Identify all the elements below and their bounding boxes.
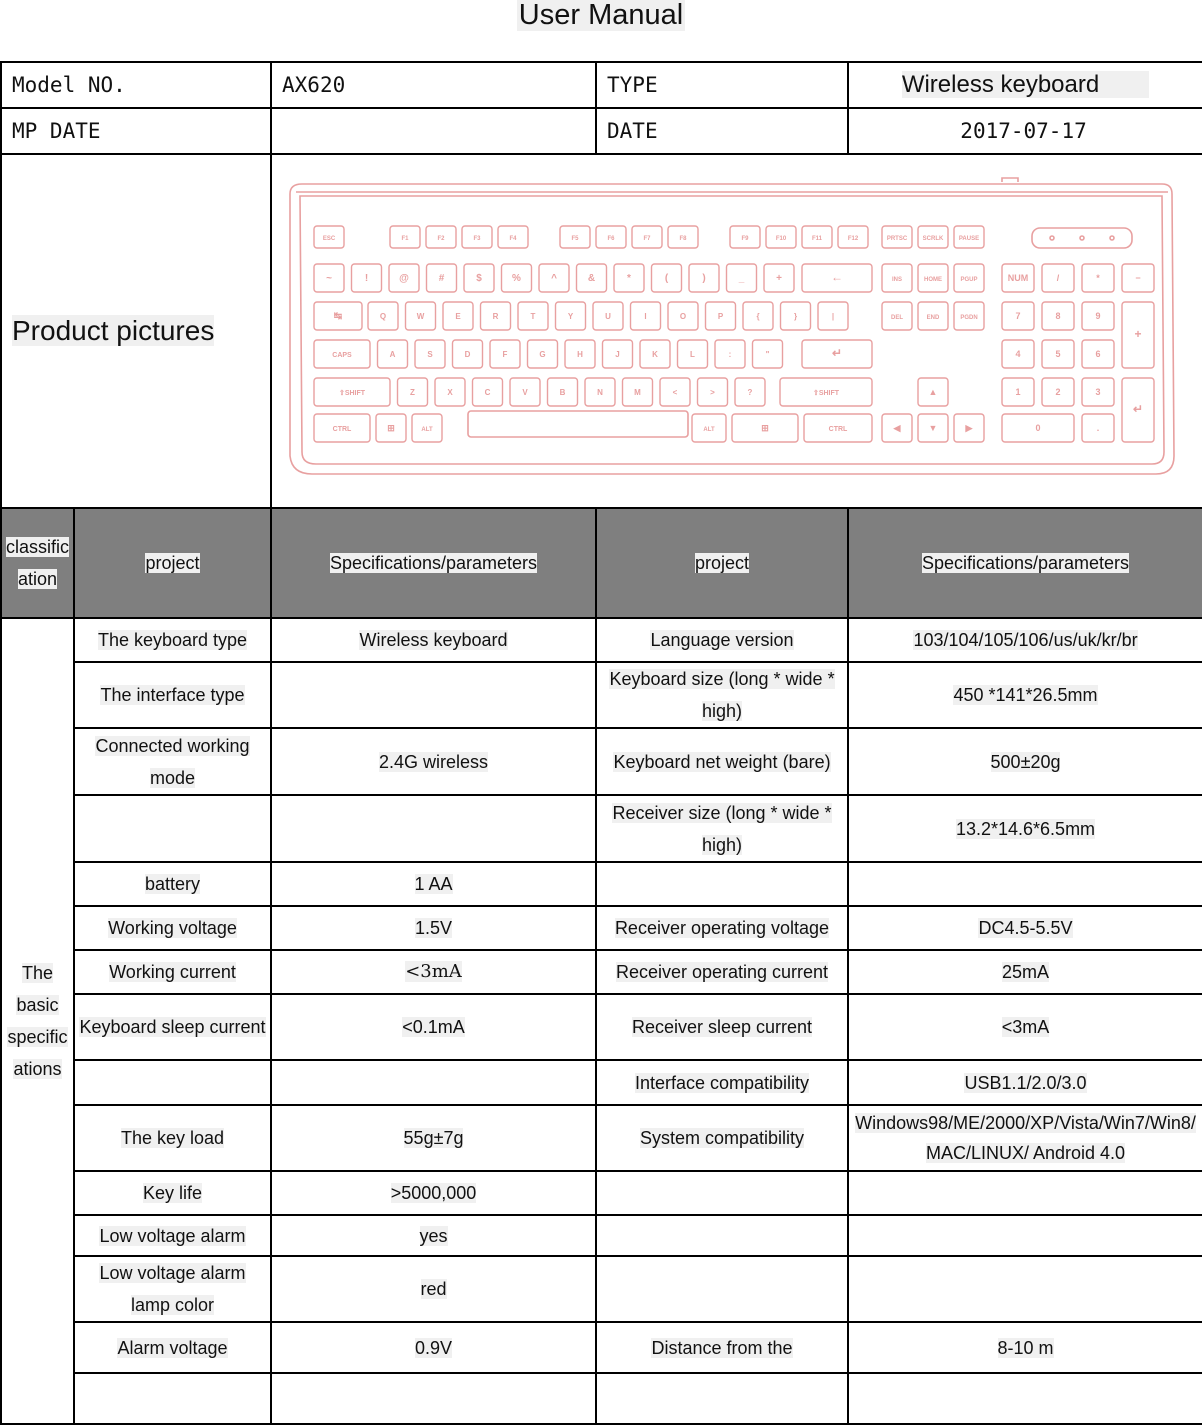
col-project-2-label: project: [695, 553, 750, 573]
row-project-1: Low voltage alarm lamp color: [74, 1256, 271, 1322]
row-project-2: Receiver sleep current: [596, 994, 848, 1060]
keyboard-key-label: P: [717, 312, 724, 321]
keyboard-key-label: :: [728, 350, 732, 359]
keyboard-key-label: 6: [1095, 349, 1101, 359]
keyboard-key-label: F3: [473, 236, 481, 242]
row-value-1: [271, 1373, 596, 1424]
keyboard-key-label: S: [427, 350, 433, 359]
keyboard-key-label: Z: [410, 388, 415, 397]
keyboard-key-label: ◀: [893, 423, 901, 433]
keyboard-key-label: N: [597, 388, 603, 397]
spec-table: [0, 61, 1202, 1425]
row-value-1: red: [271, 1256, 596, 1322]
keyboard-key-label: 9: [1095, 311, 1101, 321]
row-project-2: Receiver size (long * wide * high): [596, 795, 848, 862]
keyboard-key-label: +: [776, 273, 782, 284]
row-value-2: <3mA: [848, 994, 1202, 1060]
row-value-1: [271, 795, 596, 862]
keyboard-key-label: ▲: [928, 387, 938, 397]
keyboard-key-label: #: [438, 273, 445, 284]
row-project-1: Working current: [74, 950, 271, 994]
keyboard-key-label: END: [926, 315, 940, 321]
keyboard-key-label: PGDN: [960, 315, 978, 321]
keyboard-key-label: ALT: [703, 427, 715, 433]
keyboard-key-label: $: [476, 273, 482, 284]
keyboard-key-label: ↵: [1132, 402, 1144, 416]
row-project-2: Interface compatibility: [596, 1060, 848, 1105]
keyboard-key-label: H: [577, 350, 583, 359]
keyboard-key-label: F4: [509, 236, 517, 242]
table-row: [1, 950, 1202, 994]
keyboard-key-label: L: [690, 350, 695, 359]
row-project-1: Keyboard sleep current: [74, 994, 271, 1060]
keyboard-key-label: (: [664, 273, 669, 284]
table-row: [1, 906, 1202, 950]
row-value-2: USB1.1/2.0/3.0: [848, 1060, 1202, 1105]
keyboard-key-label: &: [587, 273, 596, 284]
row-project-1: [74, 795, 271, 862]
keyboard-key-label: F: [502, 350, 508, 359]
row-project-1: The keyboard type: [74, 618, 271, 662]
keyboard-key-label: ESC: [322, 236, 336, 242]
keyboard-key-label: {: [756, 312, 760, 321]
keyboard-key-label: *: [1096, 273, 1100, 283]
keyboard-key-label: >: [710, 388, 715, 397]
row-project-1: Low voltage alarm: [74, 1215, 271, 1256]
keyboard-key-label: ⊞: [387, 423, 395, 433]
row-value-2: 13.2*14.6*6.5mm: [848, 795, 1202, 862]
page-title: [0, 0, 1202, 30]
keyboard-key-label: T: [530, 312, 536, 321]
table-row: [1, 1322, 1202, 1373]
row-value-1: 1.5V: [271, 906, 596, 950]
keyboard-key-label: !: [364, 273, 369, 284]
row-value-2: [848, 1215, 1202, 1256]
keyboard-key-label: ⊞: [761, 423, 769, 433]
keyboard-key-label: ↵: [831, 346, 843, 360]
row-value-1: 0.9V: [271, 1322, 596, 1373]
table-row: [1, 662, 1202, 728]
column-header-row: [1, 508, 1202, 618]
type-label: TYPE: [596, 62, 848, 108]
table-row: [1, 795, 1202, 862]
row-project-1: The interface type: [74, 662, 271, 728]
row-project-2: System compatibility: [596, 1105, 848, 1171]
keyboard-key-label: Q: [379, 312, 387, 321]
col-project-1-label: project: [145, 553, 200, 573]
keyboard-key-label: @: [399, 273, 409, 284]
row-project-2: [596, 1373, 848, 1424]
row-value-1: >5000,000: [271, 1171, 596, 1215]
keyboard-key-label: HOME: [924, 277, 943, 283]
row-project-1: [74, 1373, 271, 1424]
keyboard-key-label: J: [615, 350, 620, 359]
row-value-2: DC4.5-5.5V: [848, 906, 1202, 950]
date-label: DATE: [596, 108, 848, 154]
row-value-2: [848, 1373, 1202, 1424]
row-project-2: [596, 1171, 848, 1215]
row-project-1: battery: [74, 862, 271, 906]
keyboard-key-label: PRTSC: [886, 236, 908, 242]
keyboard-key-label: V: [522, 388, 528, 397]
col-spec-2: [848, 508, 1202, 618]
mp-date-label: MP DATE: [1, 108, 271, 154]
keyboard-key-label: 3: [1095, 387, 1101, 397]
keyboard-key-label: ▼: [928, 423, 938, 433]
keyboard-key-label: F1: [401, 236, 409, 242]
keyboard-key-label: O: [679, 312, 687, 321]
table-row: [1, 862, 1202, 906]
row-project-2: Receiver operating voltage: [596, 906, 848, 950]
col-classification: [1, 508, 74, 618]
row-value-1: 55g±7g: [271, 1105, 596, 1171]
keyboard-key-label: _: [738, 273, 745, 284]
row-value-2: 500±20g: [848, 728, 1202, 795]
group-label: The basic specifications: [7, 963, 68, 1079]
title-text: User Manual: [518, 0, 684, 31]
keyboard-key-label: 0: [1035, 423, 1041, 433]
keyboard-key-label: SCRLK: [922, 236, 944, 242]
keyboard-key-label: ←: [831, 270, 844, 284]
row-project-1: The key load: [74, 1105, 271, 1171]
keyboard-key-label: F2: [437, 236, 445, 242]
date-value: 2017-07-17: [848, 108, 1202, 154]
row-project-2: [596, 862, 848, 906]
keyboard-key-label: 8: [1055, 311, 1061, 321]
type-value: Wireless keyboard: [902, 71, 1149, 98]
row-project-2: Language version: [596, 618, 848, 662]
row-value-2: [848, 862, 1202, 906]
keyboard-key-label: M: [634, 388, 641, 397]
keyboard-key-label: K: [652, 350, 658, 359]
row-value-1: yes: [271, 1215, 596, 1256]
keyboard-key-label: ⇧SHIFT: [812, 390, 840, 397]
row-project-1: Key life: [74, 1171, 271, 1215]
keyboard-key-label: DEL: [891, 315, 904, 321]
header-row-model: [1, 62, 1202, 108]
row-value-2: Windows98/ME/2000/XP/Vista/Win7/Win8/MAC/LINUX/ Android 4.0: [848, 1105, 1202, 1171]
row-value-2: 450 *141*26.5mm: [848, 662, 1202, 728]
product-label-cell: [1, 154, 271, 508]
header-row-date: [1, 108, 1202, 154]
keyboard-key-label: A: [389, 350, 396, 359]
row-project-1: Connected working mode: [74, 728, 271, 795]
keyboard-key-label: /: [1056, 273, 1060, 283]
keyboard-key-label: CAPS: [332, 352, 352, 359]
keyboard-key-label: 7: [1015, 311, 1021, 321]
keyboard-key-label: Y: [567, 312, 574, 321]
keyboard-key-label: I: [644, 312, 647, 321]
row-project-2: Receiver operating current: [596, 950, 848, 994]
row-value-1: 1 AA: [271, 862, 596, 906]
keyboard-key-label: %: [512, 273, 521, 284]
keyboard-key-label: INS: [892, 277, 903, 283]
keyboard-key-label: .: [1096, 423, 1100, 433]
row-value-2: 103/104/105/106/us/uk/kr/br: [848, 618, 1202, 662]
row-project-2: Distance from the: [596, 1322, 848, 1373]
keyboard-key-label: ": [765, 350, 770, 359]
keyboard-key-label: D: [464, 350, 471, 359]
row-value-2: [848, 1256, 1202, 1322]
keyboard-key-label: 1: [1015, 387, 1021, 397]
keyboard-key-label: }: [793, 312, 798, 321]
keyboard-key-label: F5: [571, 236, 579, 242]
keyboard-key-label: 5: [1055, 349, 1061, 359]
row-project-2: Keyboard size (long * wide * high): [596, 662, 848, 728]
keyboard-key-label: CTRL: [332, 426, 352, 433]
keyboard-key-label: 4: [1015, 349, 1021, 359]
keyboard-key-label: 2: [1055, 387, 1061, 397]
row-value-1: Wireless keyboard: [271, 618, 596, 662]
keyboard-key-label: F10: [775, 236, 787, 242]
product-row: [1, 154, 1202, 508]
model-value: AX620: [271, 62, 596, 108]
table-row: [1, 1215, 1202, 1256]
col-spec-1-label: Specifications/parameters: [329, 553, 538, 573]
row-value-1: [271, 1060, 596, 1105]
keyboard-key-label: C: [484, 388, 491, 397]
keyboard-key-label: F6: [607, 236, 615, 242]
keyboard-key-label: X: [447, 388, 453, 397]
row-value-1: <3mA: [271, 950, 596, 994]
keyboard-key-label: ↹: [333, 311, 343, 322]
product-label: Product pictures: [12, 315, 215, 346]
col-project-2: [596, 508, 848, 618]
table-row: [1, 1373, 1202, 1424]
keyboard-key-label: F12: [847, 236, 859, 242]
keyboard-key-label: F9: [741, 236, 749, 242]
table-row: [1, 1060, 1202, 1105]
table-row: [1, 1105, 1202, 1171]
keyboard-key-label: E: [455, 312, 461, 321]
table-row: [1, 994, 1202, 1060]
col-spec-2-label: Specifications/parameters: [921, 553, 1130, 573]
col-spec-1: [271, 508, 596, 618]
keyboard-key-label: ^: [551, 273, 557, 284]
keyboard-key-label: NUM: [1007, 273, 1029, 283]
row-project-2: [596, 1256, 848, 1322]
keyboard-key-label: W: [416, 312, 425, 321]
keyboard-key-label: PAUSE: [958, 236, 980, 242]
keyboard-key-label: B: [559, 388, 566, 397]
table-row: [1, 618, 1202, 662]
keyboard-key-label: ⇧SHIFT: [338, 390, 366, 397]
model-label: Model NO.: [1, 62, 271, 108]
table-row: [1, 1171, 1202, 1215]
row-value-1: 2.4G wireless: [271, 728, 596, 795]
table-row: [1, 1256, 1202, 1322]
row-value-1: <0.1mA: [271, 994, 596, 1060]
keyboard-key-label: ~: [326, 273, 332, 284]
keyboard-key-label: +: [1134, 327, 1142, 341]
row-value-2: 25mA: [848, 950, 1202, 994]
row-project-1: Alarm voltage: [74, 1322, 271, 1373]
keyboard-key-label: ▶: [965, 423, 973, 433]
keyboard-key-label: −: [1135, 273, 1141, 283]
group-label-cell: [1, 618, 74, 1424]
keyboard-key-label: CTRL: [828, 426, 848, 433]
row-value-2: 8-10 m: [848, 1322, 1202, 1373]
keyboard-key-label: F7: [643, 236, 651, 242]
keyboard-key-label: G: [539, 350, 546, 359]
product-image-cell: [271, 154, 1202, 508]
row-project-1: Working voltage: [74, 906, 271, 950]
keyboard-key-label: F11: [812, 236, 823, 242]
keyboard-key-label: F8: [679, 236, 687, 242]
row-project-1: [74, 1060, 271, 1105]
table-row: [1, 728, 1202, 795]
keyboard-key-label: ): [702, 273, 706, 284]
keyboard-key-label: U: [605, 312, 611, 321]
row-project-2: Keyboard net weight (bare): [596, 728, 848, 795]
row-value-2: [848, 1171, 1202, 1215]
row-value-1: [271, 662, 596, 728]
keyboard-key-label: ?: [747, 388, 753, 397]
keyboard-icon: [272, 156, 1198, 506]
type-value-cell: [848, 62, 1202, 108]
keyboard-key-label: <: [672, 388, 678, 397]
keyboard-key-label: PGUP: [960, 277, 978, 283]
col-project-1: [74, 508, 271, 618]
row-project-2: [596, 1215, 848, 1256]
keyboard-key-label: ALT: [421, 427, 433, 433]
keyboard-key-label: *: [627, 273, 631, 284]
col-classification-label: classification: [5, 537, 69, 589]
keyboard-key-label: |: [831, 312, 835, 321]
keyboard-key-label: R: [492, 312, 499, 321]
mp-date-value: [271, 108, 596, 154]
